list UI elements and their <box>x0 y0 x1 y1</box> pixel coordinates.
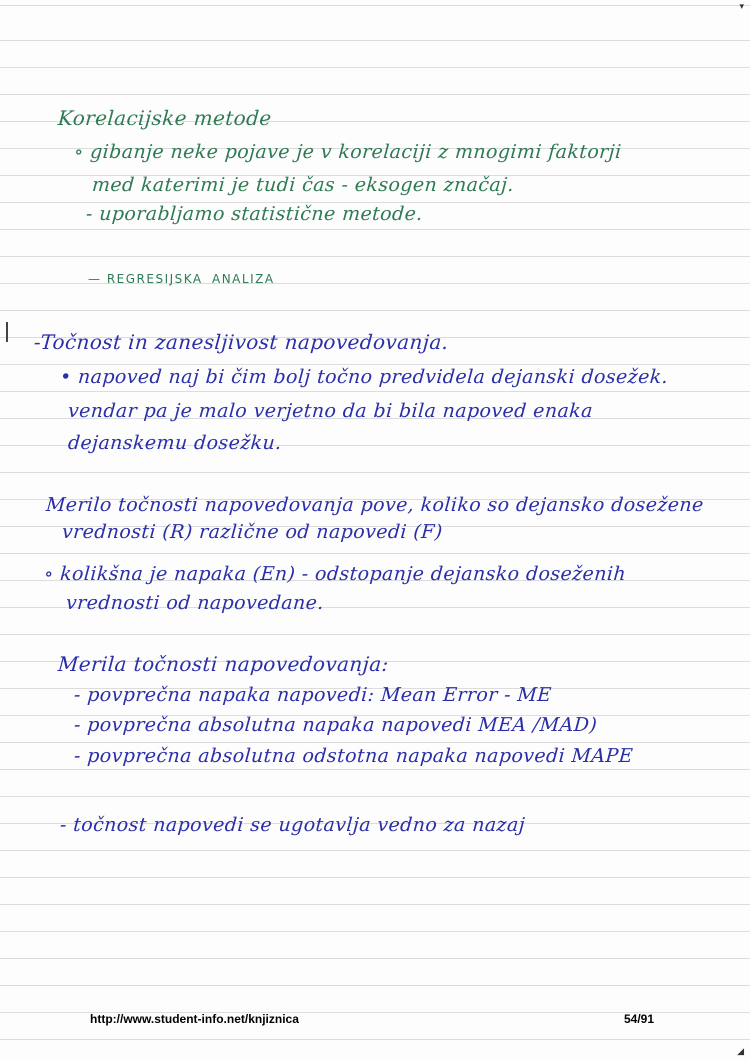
corner-mark-icon: ▾ <box>739 2 744 12</box>
margin-mark <box>6 322 8 342</box>
footer-url: http://www.student-info.net/knjiznica <box>90 1012 299 1026</box>
note-line: ∘ kolikšna je napaka (En) - odstopanje dejansko doseženih <box>43 563 627 585</box>
note-title: Korelacijske metode <box>57 106 273 130</box>
note-line: - povprečna napaka napovedi: Mean Error - ME <box>73 684 553 706</box>
note-line: dejanskemu dosežku. <box>67 432 283 454</box>
note-line: ANALIZA <box>212 272 275 286</box>
note-line: vendar pa je malo verjetno da bi bila napoved enaka <box>67 400 594 422</box>
note-line: - povprečna absolutna napaka napovedi MEA /MAD) <box>73 714 599 736</box>
note-line: — REGRESIJSKA <box>88 272 203 286</box>
note-line: - točnost napovedi se ugotavlja vedno za nazaj <box>59 814 526 836</box>
note-line: ∘ gibanje neke pojave je v korelaciji z mnogimi faktorji <box>73 141 623 163</box>
corner-mark-icon: ◢ <box>737 1047 744 1057</box>
note-line: Merilo točnosti napovedovanja pove, koliko so dejansko dosežene <box>45 494 705 516</box>
page-number: 54/91 <box>624 1012 655 1026</box>
note-line: - uporabljamo statistične metode. <box>85 203 424 225</box>
note-line: vrednosti (R) različne od napovedi (F) <box>61 521 444 543</box>
note-line: med katerimi je tudi čas - eksogen značaj. <box>91 174 515 196</box>
note-line: • napoved naj bi čim bolj točno predvidela dejanski dosežek. <box>59 366 669 388</box>
section-heading: Merila točnosti napovedovanja: <box>57 652 390 676</box>
note-line: - povprečna absolutna odstotna napaka napovedi MAPE <box>73 745 634 767</box>
note-line: vrednosti od napovedane. <box>65 592 325 614</box>
section-heading: -Točnost in zanesljivost napovedovanja. <box>33 330 450 354</box>
